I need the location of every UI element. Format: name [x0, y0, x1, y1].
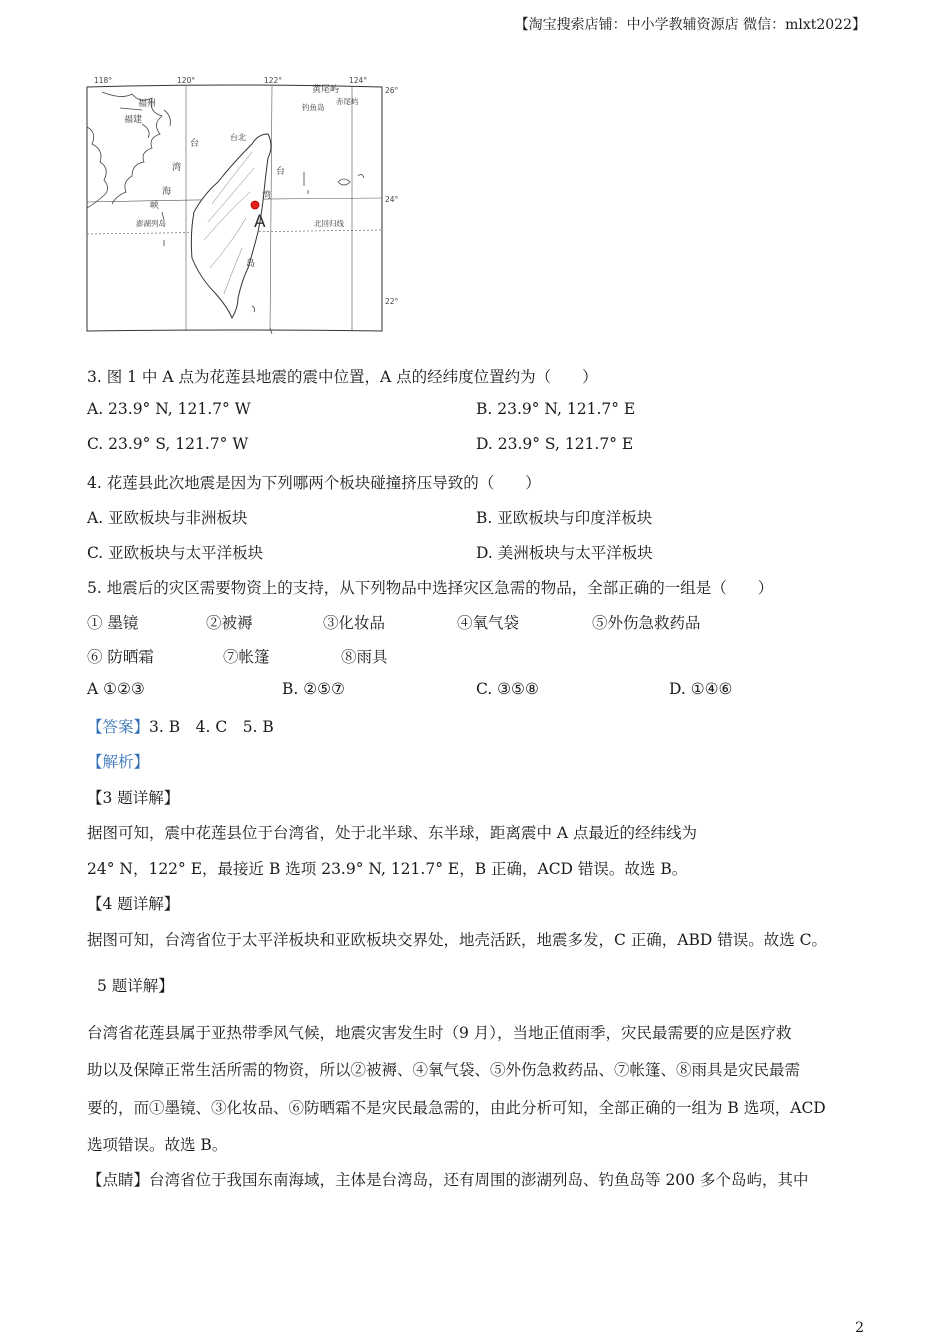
q5-option-d: D. ①④⑥ — [669, 680, 733, 698]
lat-labels — [385, 86, 399, 306]
q5-item: ③化妆品 — [323, 614, 386, 632]
lon-120-label: 120° — [177, 76, 196, 85]
tropic-label: 北回归线 — [314, 219, 344, 228]
point-a-label: A — [254, 212, 266, 232]
lon-118-label: 118° — [94, 76, 113, 85]
answer-text: 3. B 4. C 5. B — [149, 718, 274, 736]
q4-detail-line: 据图可知，台湾省位于太平洋板块和亚欧板块交界处，地壳活跃，地震多发，C 正确，ABD 错误。故选 C。 — [87, 931, 828, 949]
q3-option-a: A. 23.9° N, 121.7° W — [87, 400, 251, 418]
fujian-label: 福建 — [124, 115, 143, 125]
page-number: 2 — [855, 1320, 864, 1336]
lon-124-label: 124° — [349, 76, 368, 85]
tip-text: 台湾省位于我国东南海域，主体是台湾岛，还有周围的澎湖列岛、钓鱼岛等 200 多个岛屿，其中 — [149, 1171, 809, 1189]
q5-option-c: C. ③⑤⑧ — [476, 680, 539, 698]
q5-stem: 5. 地震后的灾区需要物资上的支持，从下列物品中选择灾区急需的物品，全部正确的一组是（ ） — [87, 579, 774, 597]
q3-detail-line: 据图可知，震中花莲县位于台湾省，处于北半球、东半球，距离震中 A 点最近的经纬线为 — [87, 824, 698, 842]
chiweiyu-label: 赤尾屿 — [336, 97, 359, 106]
q4-option-d: D. 美洲板块与太平洋板块 — [476, 544, 653, 562]
page-header: 【淘宝搜索店铺：中小学教辅资源店 微信：mlxt2022】 — [514, 17, 866, 33]
q3-detail-line: 24° N，122° E，最接近 B 选项 23.9° N, 121.7° E，B 正确，ACD 错误。故选 B。 — [87, 860, 688, 878]
island-label-1: 台 — [276, 167, 286, 177]
q5-item: ④氧气袋 — [457, 614, 520, 632]
q5-detail-title: 5 题详解】 — [97, 977, 174, 995]
q4-option-c: C. 亚欧板块与太平洋板块 — [87, 544, 264, 562]
island-label-2: 湾 — [262, 191, 272, 201]
lon-labels — [94, 76, 367, 85]
lon-122-label: 122° — [264, 76, 283, 85]
strait-label-4: 峡 — [150, 201, 160, 211]
q5-detail-line: 助以及保障正常生活所需的物资，所以②被褥、④氧气袋、⑤外伤急救药品、⑦帐篷、⑧雨具是灾民最需 — [87, 1061, 801, 1079]
q5-detail-line: 台湾省花莲县属于亚热带季风气候，地震灾害发生时（9 月），当地正值雨季，灾民最需要的应是医疗救 — [87, 1024, 792, 1042]
diaoyudao-label: 钓鱼岛 — [302, 103, 325, 112]
q3-option-c: C. 23.9° S, 121.7° W — [87, 435, 249, 453]
q5-detail-line: 要的，而①墨镜、③化妆品、⑥防晒霜不是灾民最急需的，由此分析可知，全部正确的一组为 B 选项，ACD — [87, 1099, 826, 1117]
point-a-marker — [251, 201, 259, 209]
answer-line — [87, 715, 274, 737]
q3-stem: 3. 图 1 中 A 点为花莲县地震的震中位置，A 点的经纬度位置约为（ ） — [87, 368, 598, 386]
q3-option-b: B. 23.9° N, 121.7° E — [476, 400, 636, 418]
q5-option-b: B. ②⑤⑦ — [282, 680, 345, 698]
q4-stem: 4. 花莲县此次地震是因为下列哪两个板块碰撞挤压导致的（ ） — [87, 474, 541, 492]
strait-label-3: 海 — [162, 187, 172, 197]
taipei-label: 台北 — [230, 133, 246, 142]
answer-label: 【答案】 — [87, 718, 150, 736]
q3-option-d: D. 23.9° S, 121.7° E — [476, 435, 634, 453]
tip-label: 【点睛】 — [87, 1171, 150, 1189]
q5-item: ⑥ 防晒霜 — [87, 648, 154, 666]
penghu-label: 澎湖列岛 — [136, 219, 166, 228]
taiwan-map — [82, 72, 402, 334]
q3-detail-title: 【3 题详解】 — [87, 789, 180, 807]
q5-item: ① 墨镜 — [87, 614, 139, 632]
q5-option-a: A ①②③ — [87, 680, 145, 698]
lat-26-label: 26° — [385, 86, 399, 95]
q5-detail-line: 选项错误。故选 B。 — [87, 1136, 228, 1154]
lat-24-label: 24° — [385, 195, 399, 204]
huangweiyu-label: 黄尾屿 — [312, 85, 340, 95]
strait-label-2: 湾 — [172, 163, 182, 173]
analysis-label: 【解析】 — [87, 753, 150, 771]
q4-detail-title: 【4 题详解】 — [87, 895, 180, 913]
mainland-coast — [87, 92, 170, 208]
q5-item: ⑦帐篷 — [223, 648, 270, 666]
q5-item: ⑧雨具 — [341, 648, 388, 666]
fuzhou-label: 福州 — [138, 99, 157, 109]
tip-line — [87, 1168, 808, 1190]
q5-item: ②被褥 — [206, 614, 253, 632]
q4-option-a: A. 亚欧板块与非洲板块 — [87, 509, 248, 527]
island-label-3: 岛 — [246, 259, 256, 269]
q5-item: ⑤外伤急救药品 — [592, 614, 701, 632]
q4-option-b: B. 亚欧板块与印度洋板块 — [476, 509, 653, 527]
lat-22-label: 22° — [385, 297, 399, 306]
strait-label-1: 台 — [190, 139, 200, 149]
